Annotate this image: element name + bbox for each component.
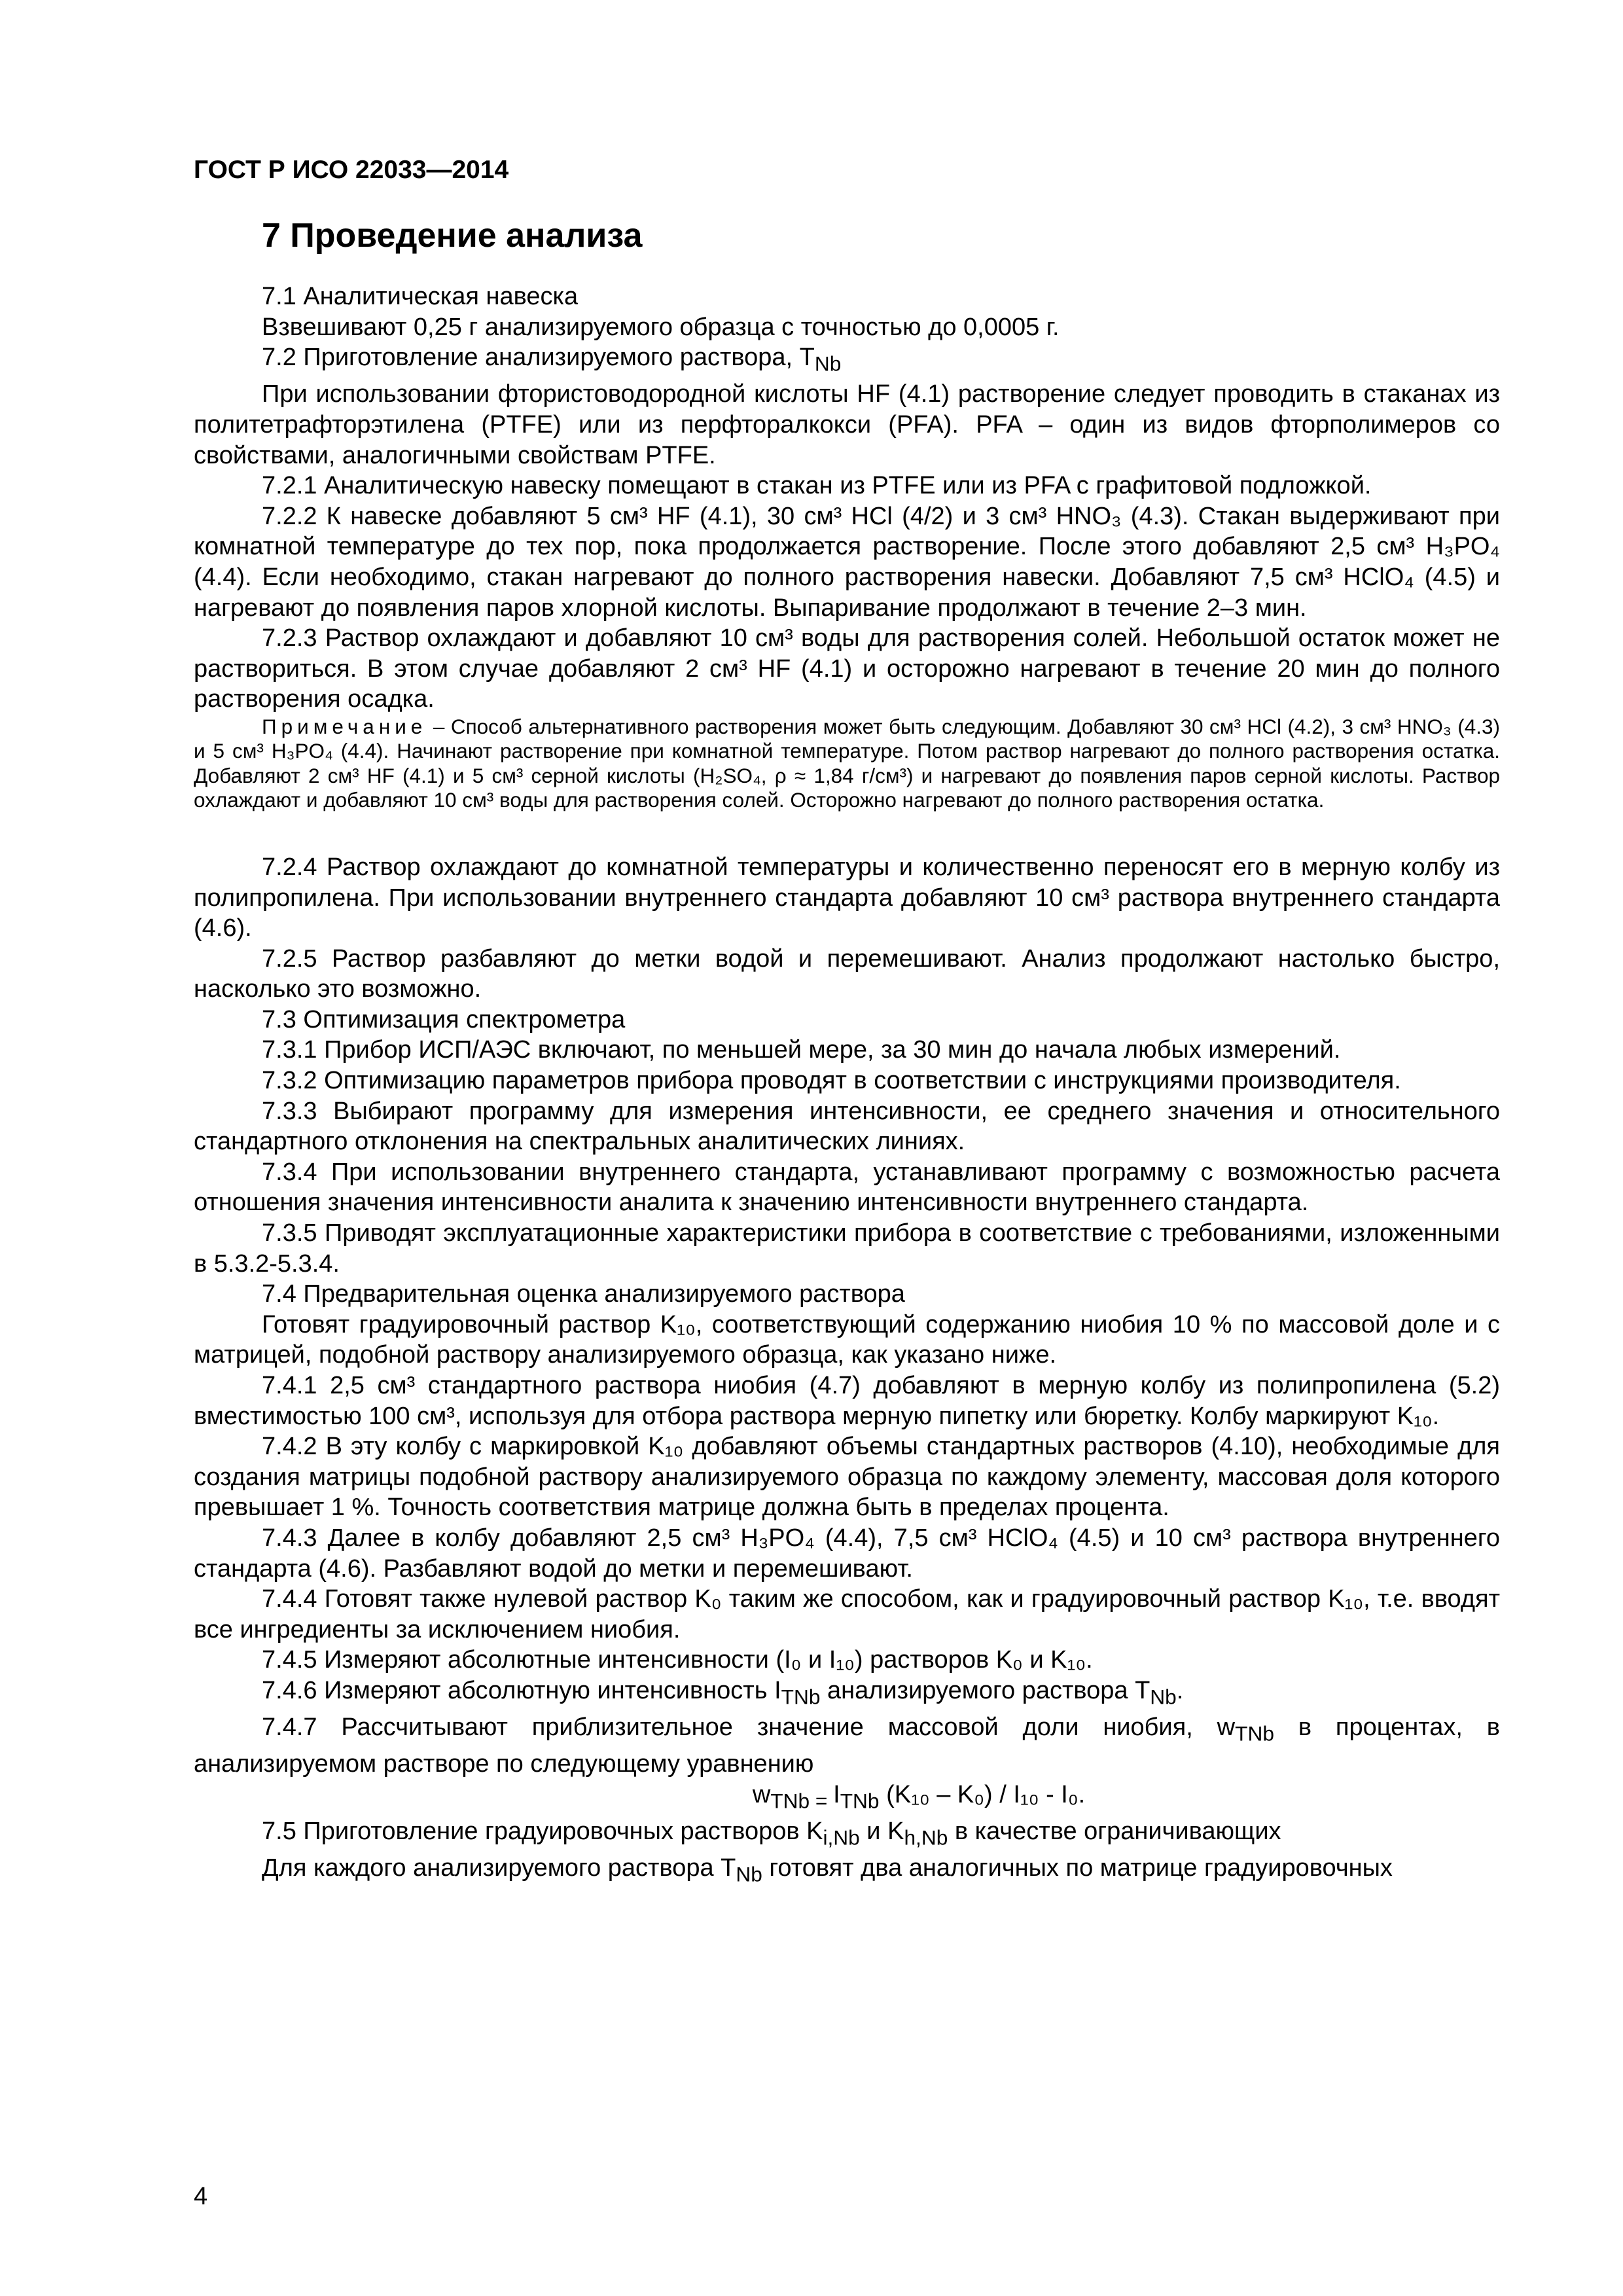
document-body bbox=[194, 281, 1500, 1890]
paragraph-hf-usage: При использовании фтористоводородной кислоты HF (4.1) растворение следует проводить в стаканах из политетрафторэтилена (PTFE) или из перфторалкокси (PFA). PFA – один из видов фторполимеров со свойствами, аналогичными свойствам PTFE. bbox=[194, 380, 1500, 469]
page-number: 4 bbox=[194, 2183, 208, 2210]
note-label: Примечание bbox=[262, 714, 427, 738]
paragraph-7-2-3: 7.2.3 Раствор охлаждают и добавляют 10 см³ воды для растворения солей. Небольшой остаток может не раствориться. В этом случае добавляют 2 см³ HF (4.1) и осторожно нагревают в течение 20 мин до полного растворения осадка. bbox=[194, 624, 1500, 713]
paragraph-7-3-4: 7.3.4 При использовании внутреннего стандарта, устанавливают программу с возможностью расчета отношения значения интенсивности аналита к значению интенсивности внутреннего стандарта. bbox=[194, 1158, 1500, 1217]
note-text: – Способ альтернативного растворения может быть следующим. Добавляют 30 см³ HCl (4.2), 3 см³ HNO₃ (4.3) и 5 см³ H₃PO₄ (4.4). Начинают растворение при комнатной температуре. Потом раствор нагревают до полного растворения остатка. Добавляют 2 см³ HF (4.1) и 5 см³ серной кислоты (H₂SO₄, ρ ≈ 1,84 г/см³) и нагревают до появления паров серной кислоты. Раствор охлаждают и добавляют 10 см³ воды для растворения солей. Осторожно нагревают до полного растворения остатка. bbox=[194, 714, 1500, 812]
paragraph-7-2-5: 7.2.5 Раствор разбавляют до метки водой и перемешивают. Анализ продолжают настолько быстро, насколько это возможно. bbox=[194, 944, 1500, 1003]
document-header: ГОСТ Р ИСО 22033—2014 bbox=[194, 156, 509, 184]
paragraph-7-3: 7.3 Оптимизация спектрометра bbox=[262, 1005, 626, 1033]
paragraph-calibration: Для каждого анализируемого раствора $T_{Nb}$ готовят два аналогичных по матрице градуировочных bbox=[262, 1854, 1393, 1886]
paragraph-7-1: 7.1 Аналитическая навеска bbox=[262, 283, 579, 310]
paragraph-7-3-1: 7.3.1 Прибор ИСП/АЭС включают, по меньшей мере, за 30 мин до начала любых измерений. bbox=[262, 1036, 1341, 1064]
paragraph-7-2: 7.2 Приготовление анализируемого раствора, $T_{Nb}$ bbox=[262, 344, 842, 376]
formula: $w_{TNb =}$ $I_{TNb}$ (K₁₀ – K₀) / I₁₀ - I₀. bbox=[752, 1780, 1086, 1813]
paragraph-7-4-3: 7.4.3 Далее в колбу добавляют 2,5 см³ H₃PO₄ (4.4), 7,5 см³ HClO₄ (4.5) и 10 см³ раствора внутреннего стандарта (4.6). Разбавляют водой до метки и перемешивают. bbox=[194, 1524, 1500, 1583]
paragraph-7-2-4: 7.2.4 Раствор охлаждают до комнатной температуры и количественно переносят его в мерную колбу из полипропилена. При использовании внутреннего стандарта добавляют 10 см³ раствора внутреннего стандарта (4.6). bbox=[194, 853, 1500, 942]
paragraph-weighing: Взвешивают 0,25 г анализируемого образца с точностью до 0,0005 г. bbox=[262, 313, 1060, 341]
paragraph-7-3-3: 7.3.3 Выбирают программу для измерения интенсивности, ее среднего значения и относительного стандартного отклонения на спектральных аналитических линиях. bbox=[194, 1097, 1500, 1156]
paragraph-k10: Готовят градуировочный раствор K₁₀, соответствующий содержанию ниобия 10 % по массовой доле и с матрицей, подобной раствору анализируемого образца, как указано ниже. bbox=[194, 1310, 1500, 1369]
paragraph-7-5: 7.5 Приготовление градуировочных растворов $K_{i,Nb}$ и $K_{h,Nb}$ в качестве ограничивающих bbox=[262, 1818, 1281, 1850]
paragraph-7-4-1: 7.4.1 2,5 см³ стандартного раствора ниобия (4.7) добавляют в мерную колбу из полипропилена (5.2) вместимостью 100 см³, используя для отбора раствора мерную пипетку или бюретку. Колбу маркируют K₁₀. bbox=[194, 1372, 1500, 1430]
paragraph-7-4-7: 7.4.7 Рассчитывают приблизительное значение массовой доли ниобия, $w_{TNb}$ в процентах, в анализируемом растворе по следующему уравнению bbox=[194, 1713, 1500, 1778]
section-title: 7 Проведение анализа bbox=[262, 217, 643, 255]
paragraph-7-2-2: 7.2.2 К навеске добавляют 5 см³ HF (4.1), 30 см³ HCl (4/2) и 3 см³ HNO₃ (4.3). Стакан выдерживают при комнатной температуре до тех пор, пока продолжается растворение. После этого добавляют 2,5 см³ H₃PO₄ (4.4). Если необходимо, стакан нагревают до полного растворения навески. Добавляют 7,5 см³ HClO₄ (4.5) и нагревают до появления паров хлорной кислоты. Выпаривание продолжают в течение 2–3 мин. bbox=[194, 502, 1500, 622]
paragraph-7-2-1: 7.2.1 Аналитическую навеску помещают в стакан из PTFE или из PFA с графитовой подложкой. bbox=[262, 472, 1372, 500]
note bbox=[194, 715, 1500, 813]
paragraph-7-4-2: 7.4.2 В эту колбу с маркировкой K₁₀ добавляют объемы стандартных растворов (4.10), необходимые для создания матрицы подобной раствору анализируемого образца по каждому элементу, массовая доля которого превышает 1 %. Точность соответствия матрице должна быть в пределах процента. bbox=[194, 1433, 1500, 1522]
paragraph-7-4-5: 7.4.5 Измеряют абсолютные интенсивности (I₀ и I₁₀) растворов K₀ и K₁₀. bbox=[262, 1646, 1093, 1674]
paragraph-7-3-5: 7.3.5 Приводят эксплуатационные характеристики прибора в соответствие с требованиями, изложенными в 5.3.2-5.3.4. bbox=[194, 1219, 1500, 1278]
paragraph-7-4-6: 7.4.6 Измеряют абсолютную интенсивность $I_{TNb}$ анализируемого раствора $T_{Nb}$. bbox=[262, 1676, 1184, 1709]
paragraph-7-3-2: 7.3.2 Оптимизацию параметров прибора проводят в соответствии с инструкциями производителя. bbox=[262, 1067, 1401, 1095]
paragraph-7-4-4: 7.4.4 Готовят также нулевой раствор K₀ таким же способом, как и градуировочный раствор K₁₀, т.е. вводят все ингредиенты за исключением ниобия. bbox=[194, 1585, 1500, 1643]
paragraph-7-4: 7.4 Предварительная оценка анализируемого раствора bbox=[262, 1280, 905, 1308]
